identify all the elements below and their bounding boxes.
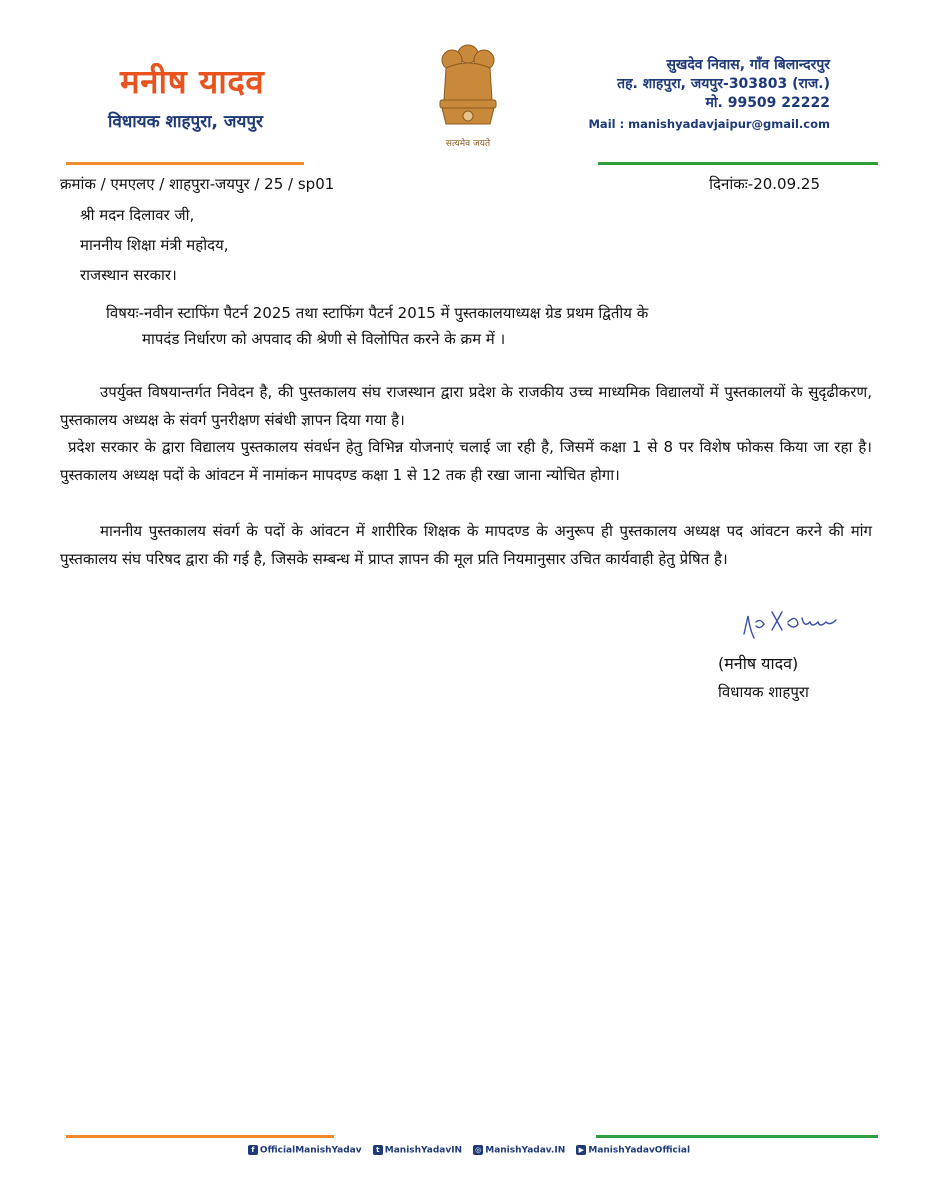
signatory-designation: विधायक शाहपुरा <box>718 683 809 701</box>
header-rule-green <box>598 162 878 165</box>
national-emblem <box>418 40 518 150</box>
footer-rule-orange <box>66 1135 334 1138</box>
address-block <box>550 56 830 134</box>
header-rule-orange <box>66 162 304 165</box>
lion-capital-icon <box>418 40 518 134</box>
facebook-icon: f <box>248 1145 258 1155</box>
signatory-name: (मनीष यादव) <box>718 654 799 673</box>
address-line-1: सुखदेव निवास, गाँव बिलान्दरपुर <box>666 57 830 73</box>
footer-rule-green <box>596 1135 878 1138</box>
address-line-2: तह. शाहपुरा, जयपुर-303803 (राज.) <box>617 76 830 92</box>
body-paragraph-1: उपर्युक्त विषयान्तर्गत निवेदन है, की पुस्तकालय संघ राजस्थान द्वारा प्रदेश के राजकीय उच्च माध्यमिक विद्यालयों में पुस्तकालयों के सुदृढीकरण, पुस्तकालय अध्यक्ष के संवर्ग पुनरीक्षण संबंधी ज्ञापन दिया गया है। <box>60 383 872 429</box>
letter-date: दिनांकः-20.09.25 <box>709 175 820 193</box>
mla-name: मनीष यादव <box>120 62 265 101</box>
phone-number: मो. 99509 22222 <box>705 95 830 111</box>
body-paragraph-2: प्रदेश सरकार के द्वारा विद्यालय पुस्तकालय संवर्धन हेतु विभिन्न योजनाएं चलाई जा रही है, जिसमें कक्षा 1 से 8 पर विशेष फोकस किया जा रहा है। पुस्तकालय अध्यक्ष पदों के आंवटन में नामांकन मापदण्ड कक्षा 1 से 12 तक ही रखा जाना न्योचित होगा। <box>60 438 872 484</box>
facebook-link[interactable]: f OfficialManishYadav <box>248 1145 362 1156</box>
recipient-line: श्री मदन दिलावर जी, <box>80 206 195 224</box>
social-footer <box>0 1145 938 1156</box>
letterhead-name-block <box>108 58 328 132</box>
recipient-block <box>80 200 229 290</box>
recipient-line: माननीय शिक्षा मंत्री महोदय, <box>80 236 229 254</box>
emblem-motto: सत्यमेव जयते <box>445 139 491 149</box>
youtube-link[interactable]: ▶ ManishYadavOfficial <box>576 1145 690 1156</box>
subject-line-1: विषयः-नवीन स्टाफिंग पैटर्न 2025 तथा स्टाफिंग पैटर्न 2015 में पुस्तकालयाध्यक्ष ग्रेड प्रथम द्वितीय के <box>106 304 649 322</box>
subject-line-2: मापदंड निर्धारण को अपवाद की श्रेणी से विलोपित करने के क्रम में । <box>142 330 506 348</box>
email-address: Mail : manishyadavjaipur@gmail.com <box>588 117 830 131</box>
instagram-icon: ◎ <box>475 1146 482 1154</box>
handwritten-signature <box>738 600 848 645</box>
twitter-link[interactable]: t ManishYadavIN <box>373 1145 462 1156</box>
body-paragraph-3: माननीय पुस्तकालय संवर्ग के पदों के आंवटन में शारीरिक शिक्षक के मापदण्ड के अनुरूप ही पुस्तकालय अध्यक्ष पद आंवटन करने की मांग पुस्तकालय संघ परिषद द्वारा की गई है, जिसके सम्बन्ध में प्राप्त ज्ञापन की मूल प्रति नियमानुसार उचित कार्यवाही हेतु प्रेषित है। <box>60 522 872 568</box>
mla-designation: विधायक शाहपुरा, जयपुर <box>108 112 264 132</box>
youtube-icon: ▶ <box>576 1145 586 1155</box>
twitter-icon: t <box>373 1145 383 1155</box>
subject-block <box>106 300 836 352</box>
reference-number: क्रमांक / एमएलए / शाहपुरा-जयपुर / 25 / sp01 <box>60 175 335 193</box>
instagram-link[interactable]: ◎ ManishYadav.IN <box>475 1145 566 1156</box>
recipient-line: राजस्थान सरकार। <box>80 266 177 284</box>
